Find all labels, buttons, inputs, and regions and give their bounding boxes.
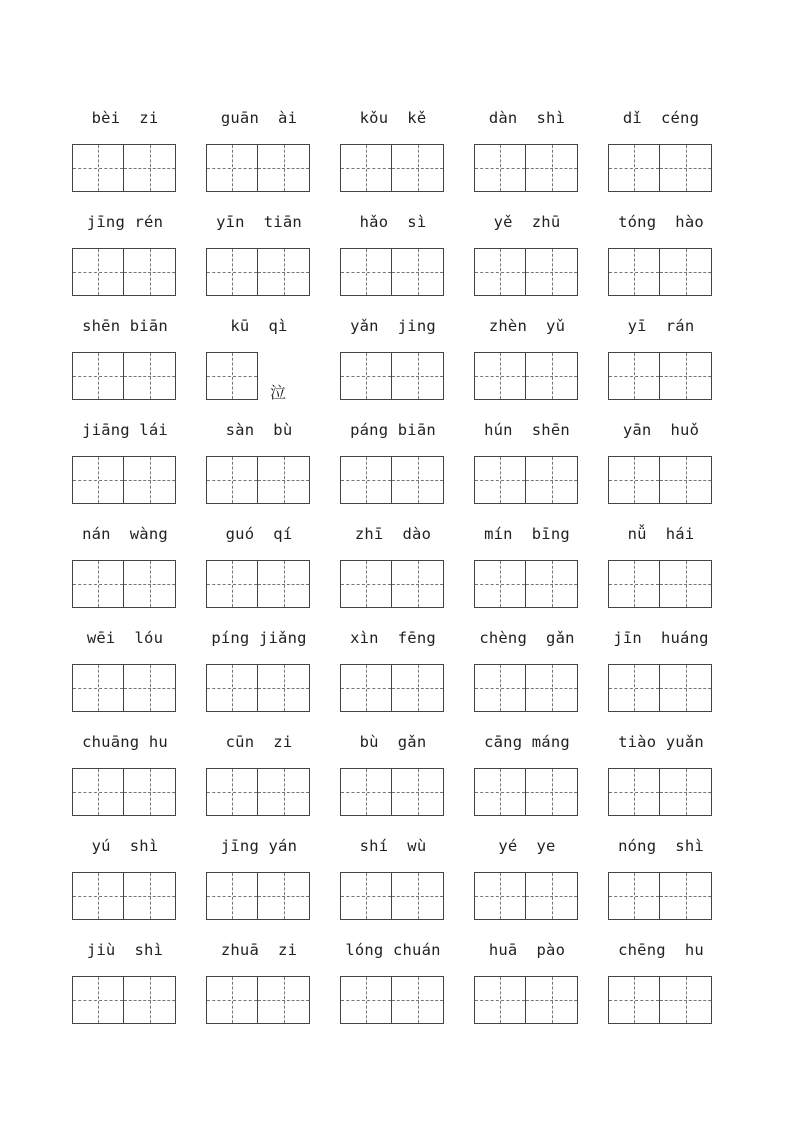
pinyin-label: kū qì [230,317,288,335]
word-item [206,418,312,514]
word-item [72,418,178,514]
word-item [206,834,312,930]
word-item [608,522,714,618]
tian-zi-ge-box[interactable] [392,352,444,400]
tian-zi-ge-box[interactable] [340,352,392,400]
tian-zi-ge-box[interactable] [340,144,392,192]
tian-zi-ge-box[interactable] [258,144,310,192]
pinyin-label: mín bīng [484,525,570,543]
word-item [608,938,714,1034]
writing-boxes [206,976,310,1024]
tian-zi-ge-box[interactable] [660,144,712,192]
writing-boxes [608,664,712,712]
word-item [340,730,446,826]
writing-boxes [72,872,176,920]
word-item [72,210,178,306]
tian-zi-ge-box[interactable] [258,768,310,816]
pinyin-label: nǚ hái [627,525,695,543]
pinyin-label: tiào yuǎn [618,733,704,751]
pinyin-label: yě zhū [493,213,561,231]
pinyin-label: huā pào [488,941,566,959]
pinyin-label: tóng hào [618,213,704,231]
tian-zi-ge-box[interactable] [392,456,444,504]
word-item [340,834,446,930]
pinyin-label: zhuā zi [220,941,298,959]
writing-boxes [474,248,578,296]
pinyin-label: píng jiǎng [211,629,307,647]
tian-zi-ge-box[interactable] [206,248,258,296]
tian-zi-ge-box[interactable] [526,872,578,920]
tian-zi-ge-box[interactable] [340,664,392,712]
tian-zi-ge-box[interactable] [258,248,310,296]
tian-zi-ge-box[interactable] [526,976,578,1024]
tian-zi-ge-box[interactable] [206,664,258,712]
writing-boxes [340,976,444,1024]
pinyin-label: bù gǎn [359,733,427,751]
writing-boxes [340,560,444,608]
tian-zi-ge-box[interactable] [474,456,526,504]
tian-zi-ge-box[interactable] [124,560,176,608]
word-item [206,522,312,618]
tian-zi-ge-box[interactable] [608,976,660,1024]
tian-zi-ge-box[interactable] [206,976,258,1024]
word-item [72,730,178,826]
pinyin-label: kǒu kě [359,109,427,127]
writing-boxes [608,872,712,920]
tian-zi-ge-box[interactable] [124,352,176,400]
pinyin-label: yī rán [627,317,695,335]
word-item [608,730,714,826]
writing-boxes [206,872,310,920]
writing-boxes [474,872,578,920]
writing-boxes [72,248,176,296]
writing-boxes [72,560,176,608]
tian-zi-ge-box[interactable] [124,664,176,712]
pinyin-label: guān ài [220,109,298,127]
tian-zi-ge-box[interactable] [660,872,712,920]
pinyin-label: cūn zi [225,733,293,751]
tian-zi-ge-box[interactable] [392,248,444,296]
word-item [608,418,714,514]
word-item [474,626,580,722]
tian-zi-ge-box[interactable] [660,248,712,296]
word-item [72,834,178,930]
writing-boxes [72,144,176,192]
writing-boxes [340,664,444,712]
tian-zi-ge-box[interactable] [608,560,660,608]
pinyin-label: zhèn yǔ [488,317,566,335]
tian-zi-ge-box[interactable] [608,768,660,816]
word-item [340,418,446,514]
word-item [474,938,580,1034]
writing-boxes [206,456,310,504]
tian-zi-ge-box[interactable] [474,144,526,192]
writing-boxes [206,144,310,192]
pinyin-label: chèng gǎn [479,629,575,647]
tian-zi-ge-box[interactable] [392,144,444,192]
word-item [72,626,178,722]
tian-zi-ge-box[interactable] [526,560,578,608]
word-item [340,522,446,618]
word-item [474,418,580,514]
tian-zi-ge-box[interactable] [124,248,176,296]
word-item [206,106,312,202]
tian-zi-ge-box[interactable] [340,560,392,608]
tian-zi-ge-box[interactable] [474,768,526,816]
writing-boxes [608,560,712,608]
writing-boxes [72,768,176,816]
tian-zi-ge-box[interactable] [608,664,660,712]
pinyin-label: nán wàng [82,525,168,543]
writing-boxes [340,144,444,192]
tian-zi-ge-box[interactable] [72,976,124,1024]
writing-boxes [474,976,578,1024]
tian-zi-ge-box[interactable] [608,456,660,504]
word-item [206,314,312,410]
word-item [474,210,580,306]
word-item [206,626,312,722]
tian-zi-ge-box[interactable] [474,664,526,712]
writing-boxes [340,768,444,816]
pinyin-label: jiù shì [86,941,164,959]
writing-boxes [340,248,444,296]
writing-boxes [474,352,578,400]
pinyin-label: jīn huáng [613,629,709,647]
tian-zi-ge-box[interactable] [124,976,176,1024]
pinyin-label: zhī dào [354,525,432,543]
writing-boxes [474,664,578,712]
word-item [72,938,178,1034]
word-item [608,314,714,410]
pinyin-label: yān huǒ [622,421,700,439]
tian-zi-ge-box[interactable] [340,976,392,1024]
writing-boxes [608,144,712,192]
writing-boxes [206,248,310,296]
pinyin-label: páng biān [350,421,436,439]
given-character: 泣 [270,383,287,402]
tian-zi-ge-box[interactable] [526,768,578,816]
word-item [340,626,446,722]
writing-boxes [608,768,712,816]
word-item [206,938,312,1034]
pinyin-label: hǎo sì [359,213,427,231]
word-item [206,210,312,306]
tian-zi-ge-box[interactable] [474,352,526,400]
pinyin-label: dàn shì [488,109,566,127]
tian-zi-ge-box[interactable] [392,976,444,1024]
tian-zi-ge-box[interactable] [660,976,712,1024]
tian-zi-ge-box[interactable] [526,144,578,192]
writing-boxes [340,352,444,400]
pinyin-label: yīn tiān [216,213,302,231]
writing-boxes [608,352,712,400]
pinyin-label: bèi zi [91,109,159,127]
tian-zi-ge-box[interactable] [206,144,258,192]
tian-zi-ge-box[interactable] [206,560,258,608]
pinyin-label: xìn fēng [350,629,436,647]
writing-boxes [206,768,310,816]
tian-zi-ge-box[interactable] [72,352,124,400]
word-item [72,106,178,202]
writing-boxes [72,352,176,400]
tian-zi-ge-box[interactable] [258,664,310,712]
writing-boxes [206,560,310,608]
tian-zi-ge-box[interactable] [72,456,124,504]
tian-zi-ge-box[interactable] [206,352,258,400]
tian-zi-ge-box[interactable] [526,248,578,296]
word-item [474,522,580,618]
writing-boxes [340,872,444,920]
tian-zi-ge-box[interactable] [526,664,578,712]
writing-boxes [608,976,712,1024]
tian-zi-ge-box[interactable] [660,560,712,608]
tian-zi-ge-box[interactable] [72,560,124,608]
tian-zi-ge-box[interactable] [206,768,258,816]
tian-zi-ge-box[interactable] [72,768,124,816]
writing-boxes [474,768,578,816]
tian-zi-ge-box[interactable] [660,664,712,712]
word-item [474,314,580,410]
tian-zi-ge-box[interactable] [526,352,578,400]
writing-boxes [72,976,176,1024]
pinyin-label: shí wù [359,837,427,855]
tian-zi-ge-box[interactable] [474,248,526,296]
pinyin-label: guó qí [225,525,293,543]
writing-boxes [608,248,712,296]
tian-zi-ge-box[interactable] [258,872,310,920]
word-item [72,314,178,410]
writing-boxes [608,456,712,504]
pinyin-label: yǎn jing [350,317,436,335]
word-item [206,730,312,826]
word-item [340,314,446,410]
writing-boxes [72,456,176,504]
writing-boxes [72,664,176,712]
word-item [474,106,580,202]
word-item [608,210,714,306]
tian-zi-ge-box[interactable] [474,976,526,1024]
pinyin-label: nóng shì [618,837,704,855]
tian-zi-ge-box[interactable] [392,768,444,816]
pinyin-label: lóng chuán [345,941,441,959]
tian-zi-ge-box[interactable] [340,872,392,920]
tian-zi-ge-box[interactable] [258,560,310,608]
tian-zi-ge-box[interactable] [608,872,660,920]
tian-zi-ge-box[interactable] [206,456,258,504]
writing-boxes [474,560,578,608]
tian-zi-ge-box[interactable] [72,144,124,192]
tian-zi-ge-box[interactable] [392,560,444,608]
tian-zi-ge-box[interactable] [124,768,176,816]
tian-zi-ge-box[interactable] [258,976,310,1024]
pinyin-label: dǐ céng [622,109,700,127]
tian-zi-ge-box[interactable] [660,352,712,400]
tian-zi-ge-box[interactable] [660,768,712,816]
tian-zi-ge-box[interactable] [608,144,660,192]
tian-zi-ge-box[interactable] [340,248,392,296]
writing-boxes [340,456,444,504]
tian-zi-ge-box[interactable] [340,456,392,504]
tian-zi-ge-box[interactable] [608,248,660,296]
tian-zi-ge-box[interactable] [72,664,124,712]
word-item [340,106,446,202]
tian-zi-ge-box[interactable] [526,456,578,504]
pinyin-label: wēi lóu [86,629,164,647]
pinyin-label: yé ye [498,837,556,855]
tian-zi-ge-box[interactable] [124,456,176,504]
pinyin-label: jīng rén [86,213,164,231]
tian-zi-ge-box[interactable] [340,768,392,816]
word-item [340,938,446,1034]
pinyin-label: jīng yán [220,837,298,855]
tian-zi-ge-box[interactable] [72,872,124,920]
tian-zi-ge-box[interactable] [660,456,712,504]
writing-boxes [474,144,578,192]
word-item [72,522,178,618]
tian-zi-ge-box[interactable] [258,456,310,504]
word-item [608,834,714,930]
word-item [608,106,714,202]
pinyin-label: hún shēn [484,421,570,439]
tian-zi-ge-box[interactable] [206,872,258,920]
tian-zi-ge-box[interactable] [608,352,660,400]
pinyin-label: cāng máng [484,733,570,751]
tian-zi-ge-box[interactable] [474,560,526,608]
tian-zi-ge-box[interactable] [124,144,176,192]
tian-zi-ge-box[interactable] [124,872,176,920]
word-item [474,730,580,826]
writing-boxes [206,664,310,712]
pinyin-label: yú shì [91,837,159,855]
tian-zi-ge-box[interactable] [72,248,124,296]
pinyin-label: chuāng hu [82,733,168,751]
pinyin-label: sàn bù [225,421,293,439]
writing-boxes [206,352,258,400]
tian-zi-ge-box[interactable] [392,664,444,712]
word-item [340,210,446,306]
writing-boxes [474,456,578,504]
pinyin-label: chēng hu [618,941,704,959]
tian-zi-ge-box[interactable] [392,872,444,920]
word-item [474,834,580,930]
tian-zi-ge-box[interactable] [474,872,526,920]
word-item [608,626,714,722]
pinyin-label: shēn biān [82,317,168,335]
pinyin-label: jiāng lái [82,421,168,439]
